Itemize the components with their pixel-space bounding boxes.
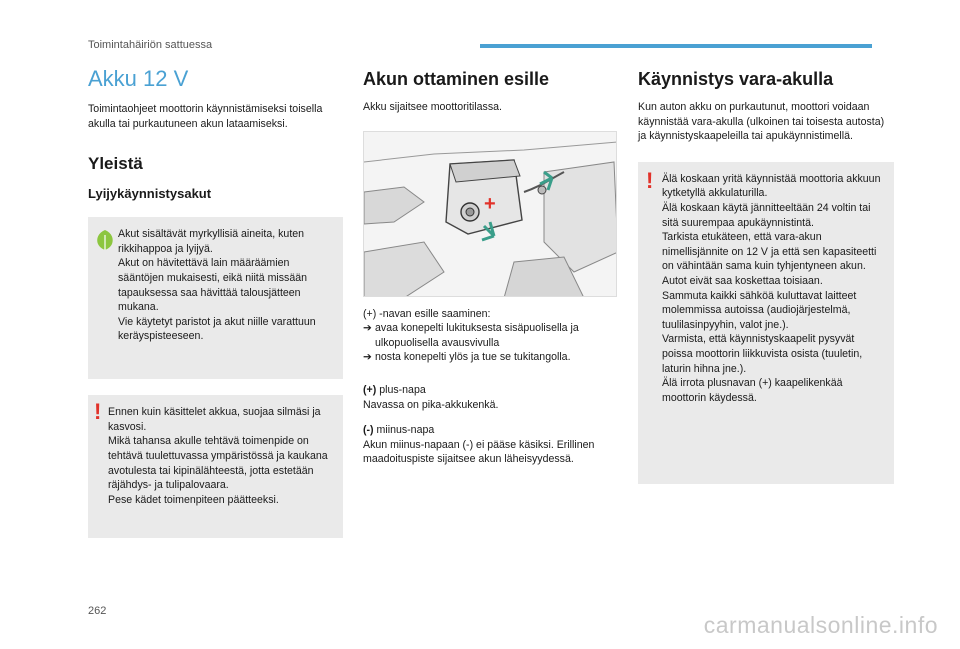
engine-bay-photo [363,131,617,297]
minus-terminal-title [363,423,619,438]
list-item [363,321,619,350]
exclamation-icon: ! [94,399,102,425]
eco-info-box [88,217,343,379]
column-battery [88,66,343,538]
arrow-right-icon: ➔ [363,322,372,335]
jump-start-intro: Kun auton akku on purkautunut, moottori voidaan käynnistää vara-akulla (ulkoinen tai toisesta autosta) ja käynnistyskaapeleilla tai apukäynnistimellä. [638,101,885,143]
heading-general: Yleistä [88,154,143,174]
section-title: Toimintahäiriön sattuessa [88,39,213,51]
access-heading: (+) -navan esille saaminen: [363,307,491,320]
watermark: carmanualsonline.info [703,612,938,638]
header-accent-bar [480,44,872,48]
column-battery-access [363,66,619,467]
battery-location-text: Akku sijaitsee moottoritilassa. [363,101,502,113]
step-text: avaa konepelti lukituksesta sisäpuolisella ja ulkopuolisella avausvivulla [375,322,579,349]
plus-symbol-mark: + [484,192,496,215]
step-text: nosta konepelti ylös ja tue se tukitangolla. [375,351,571,364]
page-title: Akku 12 V [88,66,189,91]
plus-terminal-desc: Navassa on pika-akkukenkä. [363,398,499,411]
minus-terminal-desc: Akun miinus-napaan (-) ei pääse käsiksi. Erillinen maadoituspiste sijaitsee akun läheisyydessä. [363,438,595,466]
list-item [363,350,619,365]
page-number: 262 [88,605,107,617]
minus-label: (-) [363,424,374,437]
plus-label: (+) [363,383,377,396]
plus-terminal-title [363,383,619,398]
leaf-icon [94,229,116,251]
warning-box-jump-start [638,162,894,484]
section-title-access: Akun ottaminen esille [363,69,550,89]
column-jump-start [638,66,894,484]
eco-info-text: Akut sisältävät myrkyllisiä aineita, kuten rikkihappoa ja lyijyä. Akut on hävitettävä lain määräämien sääntöjen mukaisesti, eikä niitä missään tapauksessa saa hävittää talousjätteen mukana. Vie käytetyt paristot ja akut niille varattuun keräyspisteeseen. [118,228,316,343]
warning-box [88,395,343,538]
subheading-lead-batteries: Lyijykäynnistysakut [88,186,212,202]
exclamation-icon: ! [646,167,654,193]
minus-title: miinus-napa [376,424,435,437]
plus-title: plus-napa [379,383,426,396]
intro-text: Toimintaohjeet moottorin käynnistämiseksi toisella akulla tai purkautuneen akun lataamiseksi. [88,103,323,130]
section-title-jump-start: Käynnistys vara-akulla [638,69,834,89]
arrow-right-icon: ➔ [363,351,372,364]
warning-text: Älä koskaan yritä käynnistää moottoria akkuun kytketyllä akkulaturilla. Älä koskaan käytä jännitteeltään 24 voltin tai sitä suurempaa apukäynnistintä. Tarkista etukäteen, että vara-akun nimellisjännite on 12 V ja että sen kapasiteetti on vähintään sama kuin tyhjentyneen akun. Autot eivät saa koskettaa toisiaan. Sammuta kaikki sähköä kuluttavat laitteet molemmissa autoissa (audiojärjestelmä, tuulilasinpyyhin, valot jne.). Varmista, että käynnistyskaapelit pysyvät poissa moottorin liikkuvista osista (tuuletin, laturin hihna jne.). Älä irrota plusnavan (+) kaapelikenkää moottorin käydessä. [662,172,881,404]
warning-text: Ennen kuin käsittelet akkua, suojaa silmäsi ja kasvosi. Mikä tahansa akulle tehtävä toimenpide on tehtävä tuulettuvassa ympäristössä ja kaukana avotulesta tai kipinälähteestä, jotta estetään räjähdys- ja tulipalovaara. Pese kädet toimenpiteen päätteeksi. [108,406,328,506]
